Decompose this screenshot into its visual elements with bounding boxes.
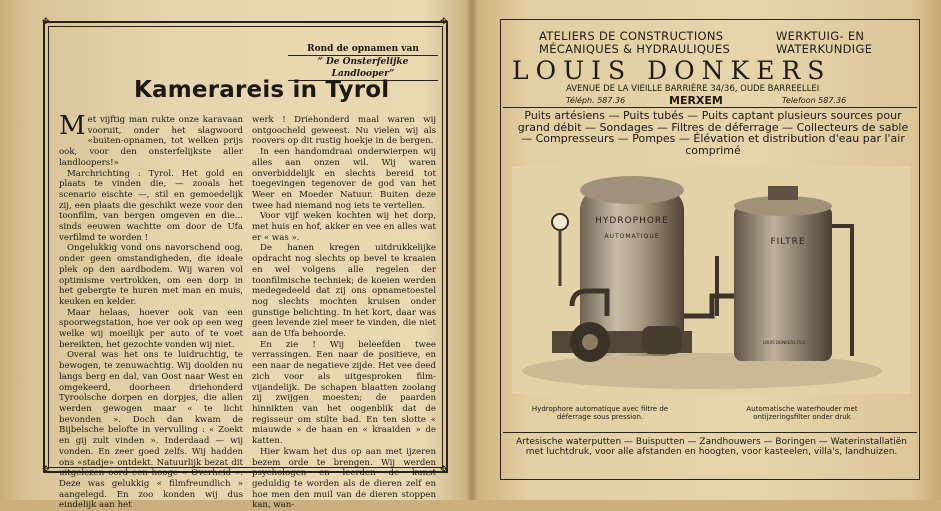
paragraph: De hanen kregen uitdrukkelijke opdracht nog slechts op bevel te kraaien en wel volgens alle regelen der toonfilmische techniek; de koeien werden medegedeeld dat zij ons opnametoestel nog slechts mochten kruisen onder gunstige belichting. In het kort, daar was geen levende ziel meer te vinden, die niet aan de Ufa behoorde.	[252, 243, 436, 340]
corner-ornament: ✥	[42, 17, 50, 27]
city: MERXEM	[669, 94, 723, 107]
paragraph: Hier kwam het dus op aan met ijzeren bezem orde te brengen. Wij werden psychologen en leerden de kunst geduldig te worden als de dieren zelf en hoe men den muil van de dieren stoppen kan, wan-	[252, 446, 436, 511]
tank-label: FILTRE	[770, 237, 806, 247]
paragraph: In een handomdraai onderwierpen wij alles aan onzen wil. Wij waren onverbiddelijk en slechts bereid tot toegevingen tegenover de god van het Weer en Moeder Natuur. Buiten deze twee had niemand nog iets te vertellen.	[252, 147, 436, 211]
filter-tank	[734, 186, 832, 361]
paragraph: Overal was het ons te luidruchtig, te bewogen, te zenuwachtig. Wij doolden nu langs berg en dal, van Oost naar West en omgekeerd, doorheen driehonderd Tyroolsche dorpen en dorpjes, die allen werden gewogen maar « te licht bevonden ». Doch dan kwam de Bijbelsche belofte in vervulling : « Zoekt en gij zult vinden ». Inderdaad — wij vonden. En zeer goed zelfs. Wij hadden ons «stadje» ontdekt. Natuurlijk bezat dit uitgelezen oord een hooge « Overheid ». Deze was gelukkig « filmfreundlich » aangelegd. En zoo konden wij dus eindelijk aan het	[59, 350, 243, 511]
divider	[503, 432, 917, 433]
corner-ornament: ✥	[440, 465, 448, 475]
maker-plate: LOUIS DONKERS FILS	[762, 340, 806, 345]
paragraph: Met vijftig man rukte onze karavaan vooruit, onder het slagwoord «buiten-opnamen, tot welken prijs ook, voor den onsterfelijkste aller landloopers!»	[59, 111, 243, 168]
paragraph: En zie ! Wij beleefden twee verrassingen. Een naar de positieve, en een naar de negatieve zijde. Het vee deed zich voor als uitgesproken film-vijandelijk. De schapen blaatten zoolang zij zwijgen moesten; de paarden hinnikten van het oogenblik dat de regisseur om stilte bad. En ten slotte « miauwde » de haan en « kraaiden » de katten.	[252, 339, 436, 447]
series-heading	[288, 43, 438, 81]
series-line-2: “ De Onsterfelijke Landlooper”	[288, 55, 438, 81]
paragraph: Ongelukkig vond ons navorschend oog, onder geen omstandigheden, die ideale plek op den aardbodem. Wij waren vol optimisme vertrokken, om een dorp in het gebergte te huren met man en muis, keuken en kelder.	[59, 243, 243, 307]
company-header-fr: ATELIERS DE CONSTRUCTIONS MÉCANIQUES & HYDRAULIQUES	[539, 29, 731, 56]
equipment-illustration	[512, 166, 910, 394]
corner-ornament: ✥	[440, 17, 448, 27]
paragraph: Maar helaas, hoever ook van een spoorwegstation, hoe ver ook op een weg welke wij moeilijk per auto of te voet bereikten, het gezochte vonden wij niet.	[59, 307, 243, 350]
footer-services-nl: Artesische waterputten — Buisputten — Zandhouwers — Boringen — Waterinstallatiën met luchtdruk, voor alle afstanden en hoogten, voor kasteelen, villa's, landhuizen.	[515, 437, 908, 457]
brand-name: LOUIS DONKERS	[512, 56, 832, 85]
caption-nl: Automatische waterhouder met ontijzeringsfilter onder druk	[746, 405, 858, 421]
services-list: Puits artésiens — Puits tubés — Puits captant plusieurs sources pour grand débit — Sondages — Filtres de déferrage — Collecteurs de sable — Compresseurs — Pompes — Élévation et distribution d'eau par l'air comprimé	[517, 109, 909, 157]
article-column-2	[252, 115, 436, 511]
address: AVENUE DE LA VIEILLE BARRIÈRE 34/36, OUDE BARREELLEI	[566, 84, 820, 94]
drop-cap: M	[59, 111, 86, 141]
article-title: Kamerareis in Tyrol	[134, 77, 390, 103]
paragraph: Voor vijf weken kochten wij het dorp, met huis en hof, akker en vee en alles wat er « was ».	[252, 211, 436, 243]
telephone-nl: Telefoon 587.36	[782, 96, 847, 105]
corner-ornament: ✥	[42, 465, 50, 475]
paragraph: werk ! Driehonderd maal waren wij ontgoocheld geweest. Nu vielen wij als roovers op dit rustig hoekje in de bergen.	[252, 115, 436, 147]
company-header-nl: WERKTUIG- EN WATERKUNDIGE	[776, 29, 873, 56]
paragraph: Marchrichting : Tyrol. Het gold en plaats te vinden die, — zooals het scenario eischte —, stil en gemoedelijk zij, een plaats die geschikt weze voor den toonfilm, van bergen omgeven en die... sinds eeuwen wachtte om door de Ufa verfilmd te worden !	[59, 168, 243, 243]
divider	[503, 107, 917, 108]
pressure-gauge	[552, 214, 568, 230]
article-column-1	[59, 111, 243, 511]
tank-sublabel: AUTOMATIQUE	[604, 233, 660, 240]
caption-fr: Hydrophore automatique avec filtre de déferrage sous pression.	[531, 405, 669, 421]
telephone-fr: Téléph. 587.36	[566, 96, 626, 105]
series-line-1: Rond de opnamen van	[307, 44, 419, 54]
tank-label: HYDROPHORE	[595, 216, 669, 226]
